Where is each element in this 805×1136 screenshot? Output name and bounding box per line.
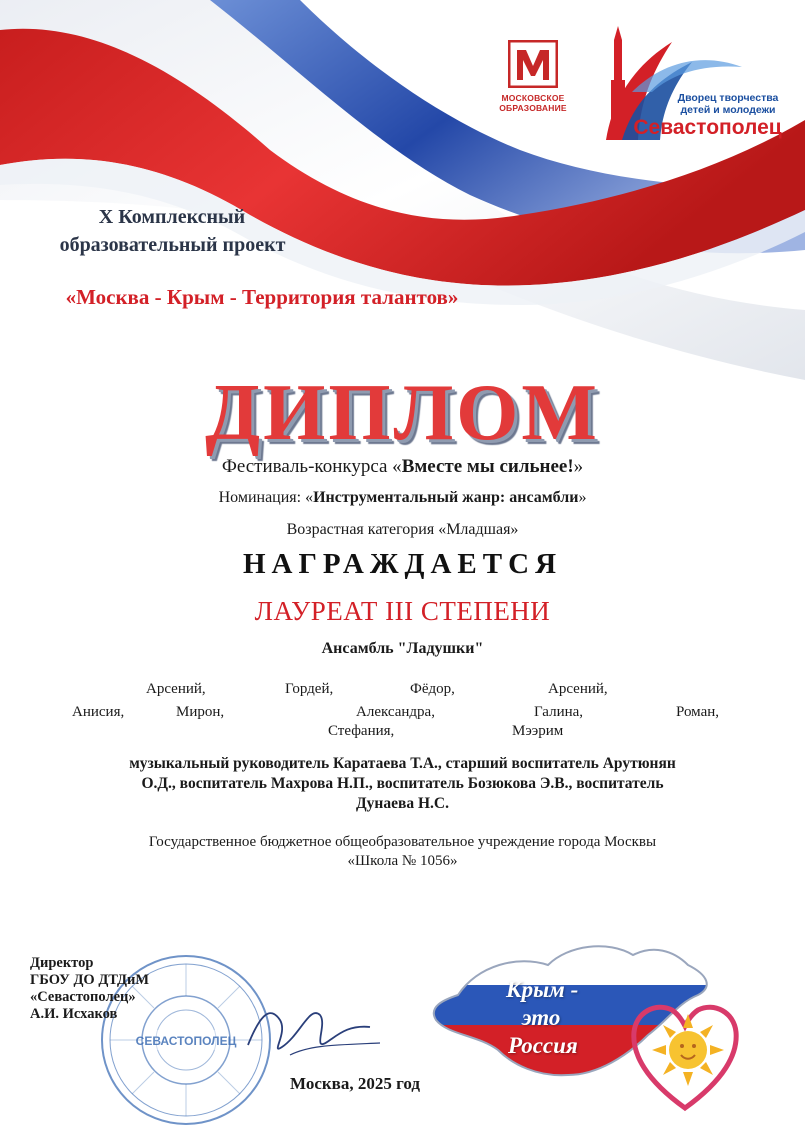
school-line2: «Школа № 1056» xyxy=(347,853,458,869)
laureate-degree: ЛАУРЕАТ III СТЕПЕНИ xyxy=(254,596,551,626)
nomination-line xyxy=(0,489,805,507)
palace-name: Севастополец xyxy=(633,116,782,139)
participant-name: Роман, xyxy=(676,704,720,720)
project-name: «Москва - Крым - Территория талантов» xyxy=(65,285,459,309)
leaders-line2: О.Д., воспитатель Махрова Н.П., воспитатель Бозюкова Э.В., воспитатель xyxy=(141,775,664,792)
participant-name: Фёдор, xyxy=(410,681,455,697)
ensemble-name: Ансамбль "Ладушки" xyxy=(321,640,484,657)
project-title-line1: X Комплексный xyxy=(98,206,246,228)
participant-name: Арсений, xyxy=(146,681,206,697)
palace-caption-line2: детей и молодежи xyxy=(680,104,776,116)
leaders-line3: Дунаева Н.С. xyxy=(356,795,449,812)
participant-name: Мээрим xyxy=(512,723,564,739)
festival-prefix: Фестиваль-конкурса « xyxy=(221,456,402,477)
moscow-education-line1: МОСКОВСКОЕ xyxy=(501,93,565,103)
participant-name: Стефания, xyxy=(328,723,395,739)
moscow-education-emblem-icon xyxy=(508,40,558,88)
signer-name: А.И. Исхаков xyxy=(30,1006,118,1022)
nomination-name: Инструментальный жанр: ансамбли xyxy=(313,489,579,506)
stamp-center-text: СЕВАСТОПОЛЕЦ xyxy=(135,1034,237,1048)
nomination-suffix: » xyxy=(578,489,587,506)
festival-name: Вместе мы сильнее! xyxy=(401,456,574,477)
festival-suffix: » xyxy=(573,456,584,477)
palace-caption-line1: Дворец творчества xyxy=(677,92,779,104)
signer-organization-name: «Севастополец» xyxy=(30,989,136,1005)
leaders-line1: музыкальный руководитель Каратаева Т.А., старший воспитатель Арутюнян xyxy=(129,755,676,772)
participant-name: Мирон, xyxy=(176,704,225,720)
participant-name: Арсений, xyxy=(548,681,608,697)
place-and-year: Москва, 2025 год xyxy=(290,1074,420,1093)
age-category: Возрастная категория «Младшая» xyxy=(286,521,519,538)
heart-sun-icon xyxy=(626,990,744,1115)
signer-position: Директор xyxy=(30,955,94,971)
moscow-education-logo xyxy=(493,40,573,125)
project-title-line2: образовательный проект xyxy=(59,234,286,256)
school-name xyxy=(0,833,805,871)
participant-name: Галина, xyxy=(534,704,584,720)
awarded-heading: НАГРАЖДАЕТСЯ xyxy=(242,548,563,580)
crimea-slogan-line3: Россия xyxy=(508,1033,578,1058)
palace-caption xyxy=(658,92,798,116)
festival-line xyxy=(0,456,805,478)
crimea-slogan-line1: Крым - xyxy=(506,977,579,1002)
moscow-education-line2: ОБРАЗОВАНИЕ xyxy=(499,103,567,113)
leaders-list xyxy=(60,754,745,814)
diploma-title: ДИПЛОМ xyxy=(205,369,600,457)
handwritten-signature-icon xyxy=(240,985,390,1075)
signer-organization: ГБОУ ДО ДТДиМ xyxy=(30,972,150,988)
nomination-prefix: Номинация: « xyxy=(218,489,314,506)
participant-name: Гордей, xyxy=(285,681,334,697)
participant-name: Анисия, xyxy=(72,704,125,720)
signer-block xyxy=(30,955,230,1023)
participant-name: Александра, xyxy=(356,704,435,720)
crimea-slogan-line2: это xyxy=(522,1005,561,1030)
school-line1: Государственное бюджетное общеобразовательное учреждение города Москвы xyxy=(148,834,657,850)
